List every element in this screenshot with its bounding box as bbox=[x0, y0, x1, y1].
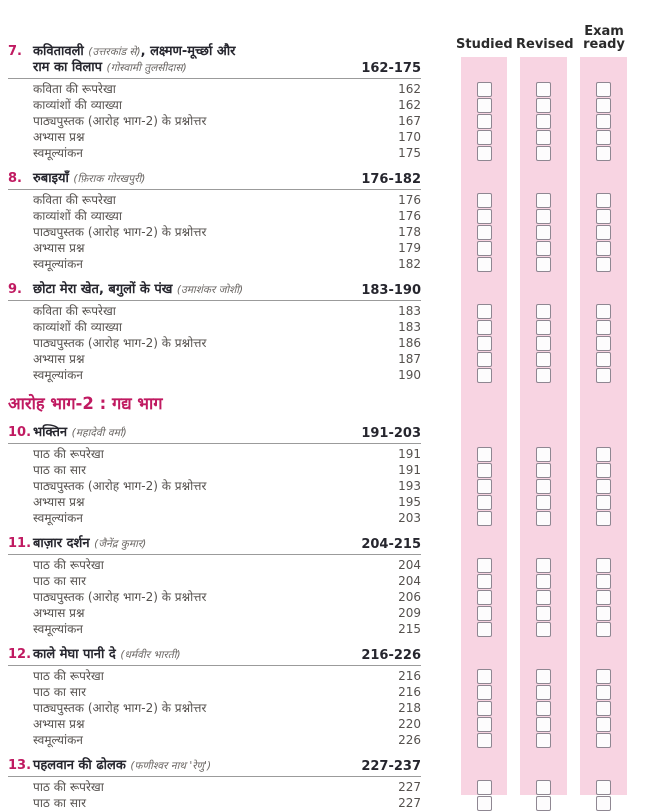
chapter-row bbox=[8, 425, 421, 444]
chapter-page-range: 204-215 bbox=[361, 537, 421, 552]
toc-item-row bbox=[8, 557, 421, 573]
toc-item-page: 220 bbox=[398, 717, 421, 731]
studied-checkbox[interactable] bbox=[477, 574, 492, 589]
revised-checkbox[interactable] bbox=[536, 511, 551, 526]
toc-item-row bbox=[8, 605, 421, 621]
studied-checkbox[interactable] bbox=[477, 558, 492, 573]
chapter-title bbox=[33, 282, 361, 298]
exam-ready-checkbox[interactable] bbox=[596, 368, 611, 383]
revised-checkbox[interactable] bbox=[536, 558, 551, 573]
studied-checkbox[interactable] bbox=[477, 479, 492, 494]
chapter-items bbox=[8, 777, 421, 811]
chapter-title-line bbox=[33, 758, 361, 774]
exam-ready-checkbox[interactable] bbox=[596, 685, 611, 700]
exam-ready-checkbox[interactable] bbox=[596, 82, 611, 97]
toc-item-page: 182 bbox=[398, 257, 421, 271]
exam-ready-checkbox[interactable] bbox=[596, 479, 611, 494]
studied-checkbox[interactable] bbox=[477, 717, 492, 732]
studied-checkbox[interactable] bbox=[477, 733, 492, 748]
column-header-exam-ready: Exam ready bbox=[583, 24, 625, 52]
revised-checkbox[interactable] bbox=[536, 98, 551, 113]
toc-item-label: काव्यांशों की व्याख्या bbox=[33, 98, 122, 112]
toc-item-label: काव्यांशों की व्याख्या bbox=[33, 320, 122, 334]
toc-item-page: 179 bbox=[398, 241, 421, 255]
revised-checkbox[interactable] bbox=[536, 669, 551, 684]
exam-ready-checkbox[interactable] bbox=[596, 796, 611, 811]
chapter-page-range: 162-175 bbox=[361, 61, 421, 76]
toc-item-page: 204 bbox=[398, 574, 421, 588]
studied-checkbox[interactable] bbox=[477, 463, 492, 478]
exam-ready-checkbox[interactable] bbox=[596, 241, 611, 256]
toc-item-row bbox=[8, 779, 421, 795]
toc-item-page: 183 bbox=[398, 320, 421, 334]
revised-checkbox[interactable] bbox=[536, 479, 551, 494]
exam-ready-checkbox[interactable] bbox=[596, 225, 611, 240]
chapter-page-range: 216-226 bbox=[361, 648, 421, 663]
revised-checkbox[interactable] bbox=[536, 733, 551, 748]
toc-item-row bbox=[8, 573, 421, 589]
toc-item-page: 193 bbox=[398, 479, 421, 493]
revised-checkbox[interactable] bbox=[536, 304, 551, 319]
exam-ready-checkbox[interactable] bbox=[596, 495, 611, 510]
toc-item-page: 206 bbox=[398, 590, 421, 604]
toc-item-page: 216 bbox=[398, 669, 421, 683]
studied-checkbox[interactable] bbox=[477, 304, 492, 319]
toc-item-page: 226 bbox=[398, 733, 421, 747]
chapter-author: (जैनेंद्र कुमार) bbox=[94, 538, 147, 550]
chapter-author: (गोस्वामी तुलसीदास) bbox=[106, 62, 187, 74]
toc-item-label: अभ्यास प्रश्न bbox=[33, 352, 85, 366]
exam-ready-checkbox[interactable] bbox=[596, 336, 611, 351]
toc-item-page: 162 bbox=[398, 82, 421, 96]
toc-item-row bbox=[8, 256, 421, 272]
chapter-page-range: 227-237 bbox=[361, 759, 421, 774]
chapter-title-text: काले मेघा पानी दे bbox=[33, 647, 121, 662]
studied-checkbox[interactable] bbox=[477, 447, 492, 462]
chapter-title-text: , लक्ष्मण-मूर्च्छा और bbox=[140, 44, 236, 59]
toc-item-label: पाठ्यपुस्तक (आरोह भाग-2) के प्रश्नोत्तर bbox=[33, 590, 207, 604]
chapter-row bbox=[8, 758, 421, 777]
studied-checkbox[interactable] bbox=[477, 606, 492, 621]
toc bbox=[8, 44, 421, 811]
chapter-title-line bbox=[33, 171, 361, 187]
toc-item-page: 227 bbox=[398, 796, 421, 810]
toc-item-page: 167 bbox=[398, 114, 421, 128]
toc-item-label: काव्यांशों की व्याख्या bbox=[33, 209, 122, 223]
chapter-author: (उमाशंकर जोशी) bbox=[176, 284, 244, 296]
studied-checkbox[interactable] bbox=[477, 622, 492, 637]
studied-checkbox[interactable] bbox=[477, 98, 492, 113]
exam-ready-checkbox[interactable] bbox=[596, 701, 611, 716]
toc-item-page: 203 bbox=[398, 511, 421, 525]
chapter-page-range: 191-203 bbox=[361, 426, 421, 441]
toc-item-row bbox=[8, 446, 421, 462]
toc-item-label: स्वमूल्यांकन bbox=[33, 511, 83, 525]
exam-ready-checkbox[interactable] bbox=[596, 511, 611, 526]
toc-item-label: पाठ्यपुस्तक (आरोह भाग-2) के प्रश्नोत्तर bbox=[33, 114, 207, 128]
chapter-items bbox=[8, 555, 421, 637]
chapter-items bbox=[8, 301, 421, 383]
revised-checkbox[interactable] bbox=[536, 130, 551, 145]
toc-item-label: कविता की रूपरेखा bbox=[33, 82, 116, 96]
toc-item-label: पाठ का सार bbox=[33, 685, 86, 699]
studied-checkbox[interactable] bbox=[477, 511, 492, 526]
exam-ready-checkbox[interactable] bbox=[596, 130, 611, 145]
revised-checkbox[interactable] bbox=[536, 114, 551, 129]
chapter-title-line bbox=[33, 536, 361, 552]
toc-item-label: स्वमूल्यांकन bbox=[33, 733, 83, 747]
toc-item-row bbox=[8, 129, 421, 145]
toc-item-label: स्वमूल्यांकन bbox=[33, 146, 83, 160]
toc-item-row bbox=[8, 208, 421, 224]
studied-checkbox[interactable] bbox=[477, 257, 492, 272]
toc-item-label: पाठ का सार bbox=[33, 796, 86, 810]
toc-item-row bbox=[8, 335, 421, 351]
revised-checkbox[interactable] bbox=[536, 82, 551, 97]
toc-item-label: पाठ की रूपरेखा bbox=[33, 447, 104, 461]
toc-item-page: 190 bbox=[398, 368, 421, 382]
toc-item-label: अभ्यास प्रश्न bbox=[33, 241, 85, 255]
chapter-title-text: कवितावली bbox=[33, 44, 89, 59]
revised-checkbox[interactable] bbox=[536, 463, 551, 478]
studied-checkbox[interactable] bbox=[477, 146, 492, 161]
revised-checkbox[interactable] bbox=[536, 257, 551, 272]
chapter-number: 10. bbox=[8, 425, 32, 440]
chapter-title bbox=[33, 171, 361, 187]
studied-checkbox[interactable] bbox=[477, 701, 492, 716]
chapter-title bbox=[33, 647, 361, 663]
revised-checkbox[interactable] bbox=[536, 336, 551, 351]
exam-ready-checkbox[interactable] bbox=[596, 209, 611, 224]
toc-item-row bbox=[8, 224, 421, 240]
toc-item-page: 195 bbox=[398, 495, 421, 509]
exam-ready-checkbox[interactable] bbox=[596, 114, 611, 129]
toc-item-label: पाठ्यपुस्तक (आरोह भाग-2) के प्रश्नोत्तर bbox=[33, 701, 207, 715]
revised-checkbox[interactable] bbox=[536, 796, 551, 811]
toc-item-row bbox=[8, 145, 421, 161]
toc-item-label: स्वमूल्यांकन bbox=[33, 368, 83, 382]
toc-item-row bbox=[8, 589, 421, 605]
toc-item-page: 191 bbox=[398, 463, 421, 477]
chapter-number: 13. bbox=[8, 758, 32, 773]
chapter-items bbox=[8, 79, 421, 161]
revised-checkbox[interactable] bbox=[536, 622, 551, 637]
toc-item-page: 209 bbox=[398, 606, 421, 620]
toc-item-label: स्वमूल्यांकन bbox=[33, 257, 83, 271]
revised-checkbox[interactable] bbox=[536, 495, 551, 510]
toc-item-label: अभ्यास प्रश्न bbox=[33, 606, 85, 620]
chapter-author: (महादेवी वर्मा) bbox=[71, 427, 127, 439]
toc-item-page: 218 bbox=[398, 701, 421, 715]
chapter-row bbox=[8, 282, 421, 301]
toc-item-label: अभ्यास प्रश्न bbox=[33, 717, 85, 731]
chapter-number: 9. bbox=[8, 282, 22, 297]
toc-item-page: 227 bbox=[398, 780, 421, 794]
toc-item-label: अभ्यास प्रश्न bbox=[33, 495, 85, 509]
studied-checkbox[interactable] bbox=[477, 241, 492, 256]
toc-item-row bbox=[8, 716, 421, 732]
studied-checkbox[interactable] bbox=[477, 114, 492, 129]
revised-checkbox[interactable] bbox=[536, 193, 551, 208]
toc-item-page: 176 bbox=[398, 209, 421, 223]
toc-item-page: 162 bbox=[398, 98, 421, 112]
studied-checkbox[interactable] bbox=[477, 320, 492, 335]
revised-checkbox[interactable] bbox=[536, 574, 551, 589]
exam-ready-checkbox[interactable] bbox=[596, 193, 611, 208]
exam-ready-checkbox[interactable] bbox=[596, 320, 611, 335]
toc-item-label: अभ्यास प्रश्न bbox=[33, 130, 85, 144]
toc-item-label: पाठ्यपुस्तक (आरोह भाग-2) के प्रश्नोत्तर bbox=[33, 479, 207, 493]
revised-checkbox[interactable] bbox=[536, 590, 551, 605]
exam-ready-checkbox[interactable] bbox=[596, 257, 611, 272]
chapter-number: 11. bbox=[8, 536, 32, 551]
chapter-number: 8. bbox=[8, 171, 22, 186]
chapter-title bbox=[33, 536, 361, 552]
column-header-revised: Revised bbox=[516, 37, 574, 52]
toc-item-label: कविता की रूपरेखा bbox=[33, 193, 116, 207]
studied-checkbox[interactable] bbox=[477, 352, 492, 367]
chapter-title bbox=[33, 425, 361, 441]
chapter-title bbox=[33, 758, 361, 774]
revised-checkbox[interactable] bbox=[536, 225, 551, 240]
studied-checkbox[interactable] bbox=[477, 225, 492, 240]
toc-item-label: पाठ की रूपरेखा bbox=[33, 558, 104, 572]
toc-item-row bbox=[8, 192, 421, 208]
toc-item-page: 187 bbox=[398, 352, 421, 366]
revised-checkbox[interactable] bbox=[536, 146, 551, 161]
toc-item-row bbox=[8, 240, 421, 256]
exam-ready-checkbox[interactable] bbox=[596, 622, 611, 637]
studied-checkbox[interactable] bbox=[477, 495, 492, 510]
toc-item-row bbox=[8, 684, 421, 700]
toc-item-page: 204 bbox=[398, 558, 421, 572]
chapter-items bbox=[8, 666, 421, 748]
chapter-number: 12. bbox=[8, 647, 32, 662]
toc-item-row bbox=[8, 795, 421, 811]
chapter-title-text: राम का विलाप bbox=[33, 60, 107, 75]
chapter-title-line bbox=[33, 425, 361, 441]
exam-ready-checkbox[interactable] bbox=[596, 669, 611, 684]
toc-item-label: पाठ का सार bbox=[33, 463, 86, 477]
exam-ready-checkbox[interactable] bbox=[596, 717, 611, 732]
chapter-number: 7. bbox=[8, 44, 22, 59]
studied-checkbox[interactable] bbox=[477, 336, 492, 351]
chapter-row bbox=[8, 647, 421, 666]
studied-checkbox[interactable] bbox=[477, 82, 492, 97]
toc-item-label: स्वमूल्यांकन bbox=[33, 622, 83, 636]
toc-item-page: 191 bbox=[398, 447, 421, 461]
revised-checkbox[interactable] bbox=[536, 717, 551, 732]
chapter-author: (धर्मवीर भारती) bbox=[120, 649, 181, 661]
chapter-title-line bbox=[33, 647, 361, 663]
studied-checkbox[interactable] bbox=[477, 590, 492, 605]
toc-item-page: 186 bbox=[398, 336, 421, 350]
toc-item-label: पाठ्यपुस्तक (आरोह भाग-2) के प्रश्नोत्तर bbox=[33, 225, 207, 239]
studied-checkbox[interactable] bbox=[477, 368, 492, 383]
toc-item-row bbox=[8, 668, 421, 684]
chapter-row bbox=[8, 171, 421, 190]
exam-ready-checkbox[interactable] bbox=[596, 780, 611, 795]
exam-ready-checkbox[interactable] bbox=[596, 447, 611, 462]
revised-checkbox[interactable] bbox=[536, 352, 551, 367]
toc-item-label: कविता की रूपरेखा bbox=[33, 304, 116, 318]
toc-item-label: पाठ की रूपरेखा bbox=[33, 780, 104, 794]
exam-ready-checkbox[interactable] bbox=[596, 98, 611, 113]
toc-item-row bbox=[8, 494, 421, 510]
toc-item-row bbox=[8, 462, 421, 478]
chapter-title-text: रुबाइयाँ bbox=[33, 171, 74, 186]
toc-item-page: 183 bbox=[398, 304, 421, 318]
chapter-items bbox=[8, 190, 421, 272]
revised-checkbox[interactable] bbox=[536, 368, 551, 383]
toc-item-row bbox=[8, 367, 421, 383]
toc-item-row bbox=[8, 732, 421, 748]
studied-checkbox[interactable] bbox=[477, 209, 492, 224]
revised-checkbox[interactable] bbox=[536, 209, 551, 224]
exam-ready-checkbox[interactable] bbox=[596, 304, 611, 319]
toc-item-row bbox=[8, 303, 421, 319]
chapter-title-text: पहलवान की ढोलक bbox=[33, 758, 131, 773]
studied-checkbox[interactable] bbox=[477, 130, 492, 145]
studied-checkbox[interactable] bbox=[477, 193, 492, 208]
chapter-page-range: 176-182 bbox=[361, 172, 421, 187]
revised-checkbox[interactable] bbox=[536, 320, 551, 335]
exam-ready-checkbox[interactable] bbox=[596, 590, 611, 605]
toc-item-row bbox=[8, 621, 421, 637]
chapter-title-text: बाज़ार दर्शन bbox=[33, 536, 95, 551]
studied-checkbox[interactable] bbox=[477, 796, 492, 811]
chapter-row bbox=[8, 44, 421, 79]
chapter-title-text: छोटा मेरा खेत, बगुलों के पंख bbox=[33, 282, 177, 297]
toc-item-row bbox=[8, 81, 421, 97]
toc-item-page: 178 bbox=[398, 225, 421, 239]
studied-checkbox[interactable] bbox=[477, 780, 492, 795]
revised-checkbox[interactable] bbox=[536, 685, 551, 700]
toc-item-row bbox=[8, 113, 421, 129]
section-header: आरोह भाग-2 : गद्य भाग bbox=[8, 394, 163, 413]
exam-ready-checkbox[interactable] bbox=[596, 146, 611, 161]
revised-checkbox[interactable] bbox=[536, 241, 551, 256]
exam-ready-checkbox[interactable] bbox=[596, 463, 611, 478]
toc-item-row bbox=[8, 319, 421, 335]
toc-item-page: 176 bbox=[398, 193, 421, 207]
chapter-title-line bbox=[33, 44, 361, 60]
toc-item-row bbox=[8, 97, 421, 113]
chapter-row bbox=[8, 536, 421, 555]
toc-item-page: 170 bbox=[398, 130, 421, 144]
chapter-title bbox=[33, 44, 361, 76]
toc-item-row bbox=[8, 478, 421, 494]
toc-item-label: पाठ का सार bbox=[33, 574, 86, 588]
chapter-title-text: भक्तिन bbox=[33, 425, 72, 440]
exam-ready-checkbox[interactable] bbox=[596, 352, 611, 367]
toc-item-page: 175 bbox=[398, 146, 421, 160]
chapter-author: (फणीश्वर नाथ 'रेणु') bbox=[130, 760, 212, 772]
toc-item-row bbox=[8, 351, 421, 367]
toc-item-row bbox=[8, 700, 421, 716]
chapter-page-range: 183-190 bbox=[361, 283, 421, 298]
revised-checkbox[interactable] bbox=[536, 701, 551, 716]
revised-checkbox[interactable] bbox=[536, 606, 551, 621]
toc-item-label: पाठ्यपुस्तक (आरोह भाग-2) के प्रश्नोत्तर bbox=[33, 336, 207, 350]
exam-ready-checkbox[interactable] bbox=[596, 574, 611, 589]
chapter-title-line bbox=[33, 282, 361, 298]
chapter-author: (उत्तरकांड से) bbox=[88, 46, 141, 58]
revised-checkbox[interactable] bbox=[536, 447, 551, 462]
exam-ready-checkbox[interactable] bbox=[596, 558, 611, 573]
chapter-author: (फ़िराक गोरखपुरी) bbox=[73, 173, 146, 185]
studied-checkbox[interactable] bbox=[477, 669, 492, 684]
toc-item-page: 215 bbox=[398, 622, 421, 636]
toc-item-row bbox=[8, 510, 421, 526]
exam-ready-checkbox[interactable] bbox=[596, 606, 611, 621]
chapter-title-line bbox=[33, 60, 361, 76]
toc-item-label: पाठ की रूपरेखा bbox=[33, 669, 104, 683]
chapter-items bbox=[8, 444, 421, 526]
column-header-studied: Studied bbox=[456, 37, 513, 52]
studied-checkbox[interactable] bbox=[477, 685, 492, 700]
exam-ready-checkbox[interactable] bbox=[596, 733, 611, 748]
revised-checkbox[interactable] bbox=[536, 780, 551, 795]
toc-item-page: 216 bbox=[398, 685, 421, 699]
